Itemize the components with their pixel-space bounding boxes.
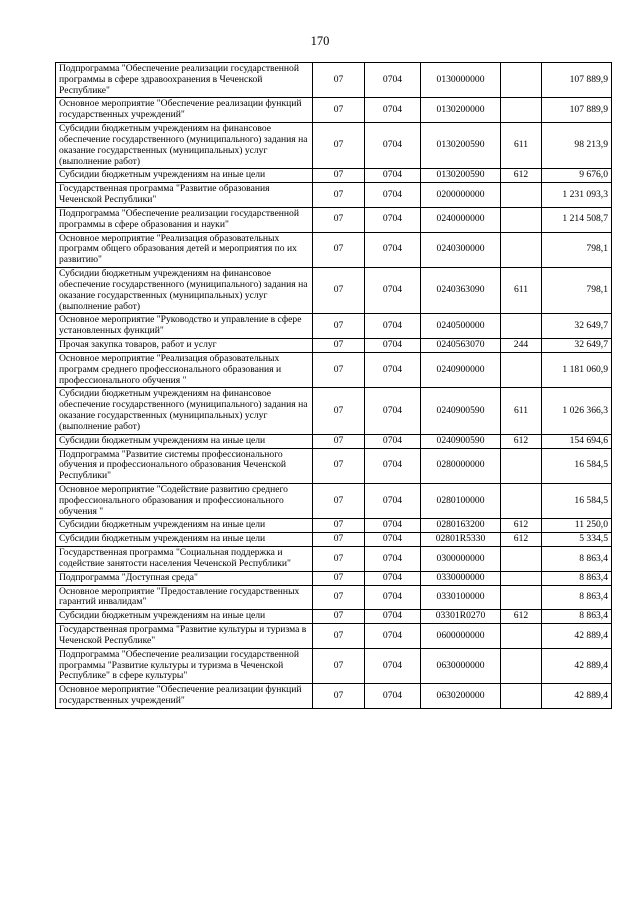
subsection-code-cell: 0704: [365, 648, 421, 683]
target-article-cell: 0280100000: [421, 483, 501, 518]
table-row: [56, 571, 612, 585]
amount-cell: 8 863,4: [542, 610, 612, 624]
expense-type-cell: [501, 547, 542, 572]
section-code-cell: 07: [313, 268, 365, 314]
subsection-code-cell: 0704: [365, 268, 421, 314]
amount-cell: 8 863,4: [542, 571, 612, 585]
expense-type-cell: 612: [501, 610, 542, 624]
target-article-cell: 0130000000: [421, 63, 501, 98]
table-row: [56, 610, 612, 624]
target-article-cell: 0330000000: [421, 571, 501, 585]
amount-cell: 32 649,7: [542, 314, 612, 339]
expense-type-cell: [501, 585, 542, 610]
page-number: 170: [310, 34, 330, 48]
expense-name-cell: Основное мероприятие "Обеспечение реализации функций государственных учреждений": [56, 684, 313, 709]
subsection-code-cell: 0704: [365, 547, 421, 572]
table-row: [56, 98, 612, 123]
section-code-cell: 07: [313, 648, 365, 683]
subsection-code-cell: 0704: [365, 352, 421, 387]
section-code-cell: 07: [313, 585, 365, 610]
table-row: [56, 648, 612, 683]
target-article-cell: 0130200590: [421, 123, 501, 169]
expense-name-cell: Подпрограмма "Обеспечение реализации государственной программы "Развитие культуры и туризма в Чеченской Республике" в сфере культуры": [56, 648, 313, 683]
subsection-code-cell: 0704: [365, 684, 421, 709]
expense-name-cell: Субсидии бюджетным учреждениям на иные цели: [56, 519, 313, 533]
table-row: [56, 434, 612, 448]
expense-type-cell: [501, 207, 542, 232]
expense-name-cell: Субсидии бюджетным учреждениям на финансовое обеспечение государственного (муниципального) задания на оказание государственных (муниципальных) услуг (выполнение работ): [56, 268, 313, 314]
target-article-cell: 0330100000: [421, 585, 501, 610]
expense-type-cell: 611: [501, 123, 542, 169]
expense-name-cell: Основное мероприятие "Руководство и управление в сфере установленных функций": [56, 314, 313, 339]
table-row: [56, 339, 612, 353]
section-code-cell: 07: [313, 314, 365, 339]
target-article-cell: 0630000000: [421, 648, 501, 683]
section-code-cell: 07: [313, 183, 365, 208]
expense-type-cell: 612: [501, 519, 542, 533]
expense-name-cell: Субсидии бюджетным учреждениям на иные цели: [56, 533, 313, 547]
target-article-cell: 0280000000: [421, 448, 501, 483]
subsection-code-cell: 0704: [365, 483, 421, 518]
expense-type-cell: [501, 684, 542, 709]
expense-name-cell: Субсидии бюджетным учреждениям на иные цели: [56, 169, 313, 183]
subsection-code-cell: 0704: [365, 624, 421, 649]
target-article-cell: 02801R5330: [421, 533, 501, 547]
target-article-cell: 0200000000: [421, 183, 501, 208]
section-code-cell: 07: [313, 98, 365, 123]
target-article-cell: 0280163200: [421, 519, 501, 533]
target-article-cell: 0240000000: [421, 207, 501, 232]
table-row: [56, 63, 612, 98]
subsection-code-cell: 0704: [365, 571, 421, 585]
table-row: [56, 207, 612, 232]
amount-cell: 798,1: [542, 232, 612, 267]
section-code-cell: 07: [313, 547, 365, 572]
expense-name-cell: Субсидии бюджетным учреждениям на иные цели: [56, 434, 313, 448]
amount-cell: 16 584,5: [542, 448, 612, 483]
expense-type-cell: [501, 648, 542, 683]
amount-cell: 1 026 366,3: [542, 388, 612, 434]
budget-table-body: [56, 63, 612, 709]
section-code-cell: 07: [313, 352, 365, 387]
target-article-cell: 0130200000: [421, 98, 501, 123]
amount-cell: 1 214 508,7: [542, 207, 612, 232]
amount-cell: 42 889,4: [542, 684, 612, 709]
expense-name-cell: Подпрограмма "Развитие системы профессионального обучения и профессионального образования Чеченской Республики": [56, 448, 313, 483]
expense-type-cell: [501, 232, 542, 267]
expense-name-cell: Основное мероприятие "Обеспечение реализации функций государственных учреждений": [56, 98, 313, 123]
section-code-cell: 07: [313, 483, 365, 518]
expense-name-cell: Основное мероприятие "Предоставление государственных гарантий инвалидам": [56, 585, 313, 610]
section-code-cell: 07: [313, 339, 365, 353]
amount-cell: 8 863,4: [542, 585, 612, 610]
subsection-code-cell: 0704: [365, 183, 421, 208]
table-row: [56, 388, 612, 434]
expense-name-cell: Подпрограмма "Обеспечение реализации государственной программы в сфере здравоохранения в Чеченской Республике": [56, 63, 313, 98]
table-row: [56, 352, 612, 387]
expense-name-cell: Подпрограмма "Доступная среда": [56, 571, 313, 585]
subsection-code-cell: 0704: [365, 207, 421, 232]
section-code-cell: 07: [313, 684, 365, 709]
subsection-code-cell: 0704: [365, 519, 421, 533]
expense-type-cell: 612: [501, 533, 542, 547]
expense-type-cell: 611: [501, 268, 542, 314]
subsection-code-cell: 0704: [365, 169, 421, 183]
subsection-code-cell: 0704: [365, 448, 421, 483]
target-article-cell: 0300000000: [421, 547, 501, 572]
target-article-cell: 03301R0270: [421, 610, 501, 624]
expense-type-cell: [501, 571, 542, 585]
amount-cell: 798,1: [542, 268, 612, 314]
table-row: [56, 585, 612, 610]
table-row: [56, 448, 612, 483]
subsection-code-cell: 0704: [365, 98, 421, 123]
amount-cell: 1 231 093,3: [542, 183, 612, 208]
subsection-code-cell: 0704: [365, 434, 421, 448]
expense-name-cell: Подпрограмма "Обеспечение реализации государственной программы в сфере образования и науки": [56, 207, 313, 232]
target-article-cell: 0600000000: [421, 624, 501, 649]
table-row: [56, 183, 612, 208]
target-article-cell: 0240500000: [421, 314, 501, 339]
amount-cell: 42 889,4: [542, 624, 612, 649]
table-row: [56, 533, 612, 547]
expense-type-cell: [501, 624, 542, 649]
target-article-cell: 0240363090: [421, 268, 501, 314]
amount-cell: 32 649,7: [542, 339, 612, 353]
section-code-cell: 07: [313, 610, 365, 624]
table-row: [56, 123, 612, 169]
expense-type-cell: [501, 314, 542, 339]
expense-name-cell: Субсидии бюджетным учреждениям на иные цели: [56, 610, 313, 624]
budget-table: [55, 62, 612, 709]
table-row: [56, 483, 612, 518]
section-code-cell: 07: [313, 207, 365, 232]
table-row: [56, 314, 612, 339]
table-row: [56, 624, 612, 649]
expense-type-cell: [501, 448, 542, 483]
expense-name-cell: Государственная программа "Развитие культуры и туризма в Чеченской Республике": [56, 624, 313, 649]
target-article-cell: 0240300000: [421, 232, 501, 267]
amount-cell: 154 694,6: [542, 434, 612, 448]
expense-name-cell: Основное мероприятие "Содействие развитию среднего профессионального образования и профессионального обучения ": [56, 483, 313, 518]
expense-type-cell: 244: [501, 339, 542, 353]
subsection-code-cell: 0704: [365, 533, 421, 547]
amount-cell: 107 889,9: [542, 98, 612, 123]
expense-type-cell: 612: [501, 434, 542, 448]
target-article-cell: 0240563070: [421, 339, 501, 353]
section-code-cell: 07: [313, 232, 365, 267]
amount-cell: 42 889,4: [542, 648, 612, 683]
subsection-code-cell: 0704: [365, 388, 421, 434]
expense-name-cell: Государственная программа "Социальная поддержка и содействие занятости населения Чеченской Республики": [56, 547, 313, 572]
expense-type-cell: [501, 63, 542, 98]
subsection-code-cell: 0704: [365, 63, 421, 98]
subsection-code-cell: 0704: [365, 339, 421, 353]
expense-name-cell: Прочая закупка товаров, работ и услуг: [56, 339, 313, 353]
expense-type-cell: [501, 98, 542, 123]
expense-type-cell: [501, 352, 542, 387]
section-code-cell: 07: [313, 624, 365, 649]
target-article-cell: 0240900590: [421, 434, 501, 448]
section-code-cell: 07: [313, 169, 365, 183]
amount-cell: 5 334,5: [542, 533, 612, 547]
table-row: [56, 519, 612, 533]
amount-cell: 1 181 060,9: [542, 352, 612, 387]
target-article-cell: 0240900000: [421, 352, 501, 387]
expense-name-cell: Основное мероприятие "Реализация образовательных программ общего образования детей и мероприятия по их развитию": [56, 232, 313, 267]
subsection-code-cell: 0704: [365, 314, 421, 339]
amount-cell: 16 584,5: [542, 483, 612, 518]
subsection-code-cell: 0704: [365, 610, 421, 624]
subsection-code-cell: 0704: [365, 123, 421, 169]
subsection-code-cell: 0704: [365, 585, 421, 610]
section-code-cell: 07: [313, 571, 365, 585]
section-code-cell: 07: [313, 63, 365, 98]
expense-type-cell: 612: [501, 169, 542, 183]
table-row: [56, 232, 612, 267]
section-code-cell: 07: [313, 434, 365, 448]
section-code-cell: 07: [313, 519, 365, 533]
amount-cell: 98 213,9: [542, 123, 612, 169]
target-article-cell: 0630200000: [421, 684, 501, 709]
amount-cell: 9 676,0: [542, 169, 612, 183]
amount-cell: 8 863,4: [542, 547, 612, 572]
expense-type-cell: 611: [501, 388, 542, 434]
target-article-cell: 0240900590: [421, 388, 501, 434]
table-row: [56, 169, 612, 183]
section-code-cell: 07: [313, 123, 365, 169]
section-code-cell: 07: [313, 448, 365, 483]
expense-name-cell: Субсидии бюджетным учреждениям на финансовое обеспечение государственного (муниципального) задания на оказание государственных (муниципальных) услуг (выполнение работ): [56, 123, 313, 169]
table-row: [56, 547, 612, 572]
target-article-cell: 0130200590: [421, 169, 501, 183]
table-row: [56, 268, 612, 314]
expense-type-cell: [501, 183, 542, 208]
amount-cell: 107 889,9: [542, 63, 612, 98]
subsection-code-cell: 0704: [365, 232, 421, 267]
section-code-cell: 07: [313, 533, 365, 547]
expense-name-cell: Основное мероприятие "Реализация образовательных программ среднего профессионального образования и профессионального обучения ": [56, 352, 313, 387]
expense-type-cell: [501, 483, 542, 518]
amount-cell: 11 250,0: [542, 519, 612, 533]
expense-name-cell: Государственная программа "Развитие образования Чеченской Республики": [56, 183, 313, 208]
expense-name-cell: Субсидии бюджетным учреждениям на финансовое обеспечение государственного (муниципального) задания на оказание государственных (муниципальных) услуг (выполнение работ): [56, 388, 313, 434]
section-code-cell: 07: [313, 388, 365, 434]
table-row: [56, 684, 612, 709]
